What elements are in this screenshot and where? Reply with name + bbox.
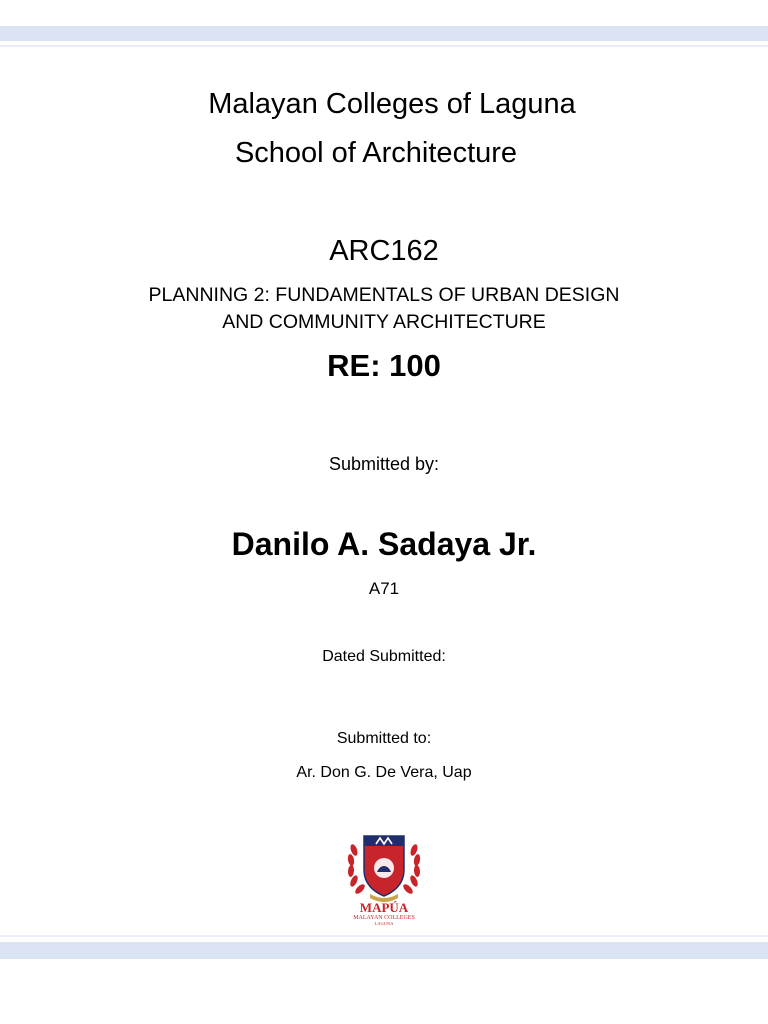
student-section: A71	[368, 579, 400, 598]
course-title-line-1: PLANNING 2: FUNDAMENTALS OF URBAN DESIGN	[148, 284, 620, 306]
top-border-line	[0, 45, 768, 47]
logo-wordmark: MAPÚA	[359, 900, 409, 915]
date-submitted-label: Dated Submitted:	[322, 648, 446, 665]
logo-subtext-2: LAGUNA	[374, 921, 394, 926]
requirement-label: RE: 100	[327, 348, 441, 383]
bottom-border-band	[0, 942, 768, 959]
student-name: Danilo A. Sadaya Jr.	[231, 526, 537, 562]
logo-subtext: MALAYAN COLLEGES	[353, 915, 415, 921]
mapua-seal-logo	[340, 830, 428, 926]
instructor-name: Ar. Don G. De Vera, Uap	[296, 764, 472, 781]
bottom-border-line	[0, 935, 768, 937]
course-code: ARC162	[329, 235, 439, 267]
school-name: School of Architecture	[234, 137, 518, 169]
top-border-band	[0, 26, 768, 41]
submitted-to-label: Submitted to:	[336, 730, 432, 747]
college-name: Malayan Colleges of Laguna	[208, 88, 576, 120]
submitted-by-label: Submitted by:	[328, 454, 440, 474]
course-title-line-2: AND COMMUNITY ARCHITECTURE	[222, 311, 546, 333]
